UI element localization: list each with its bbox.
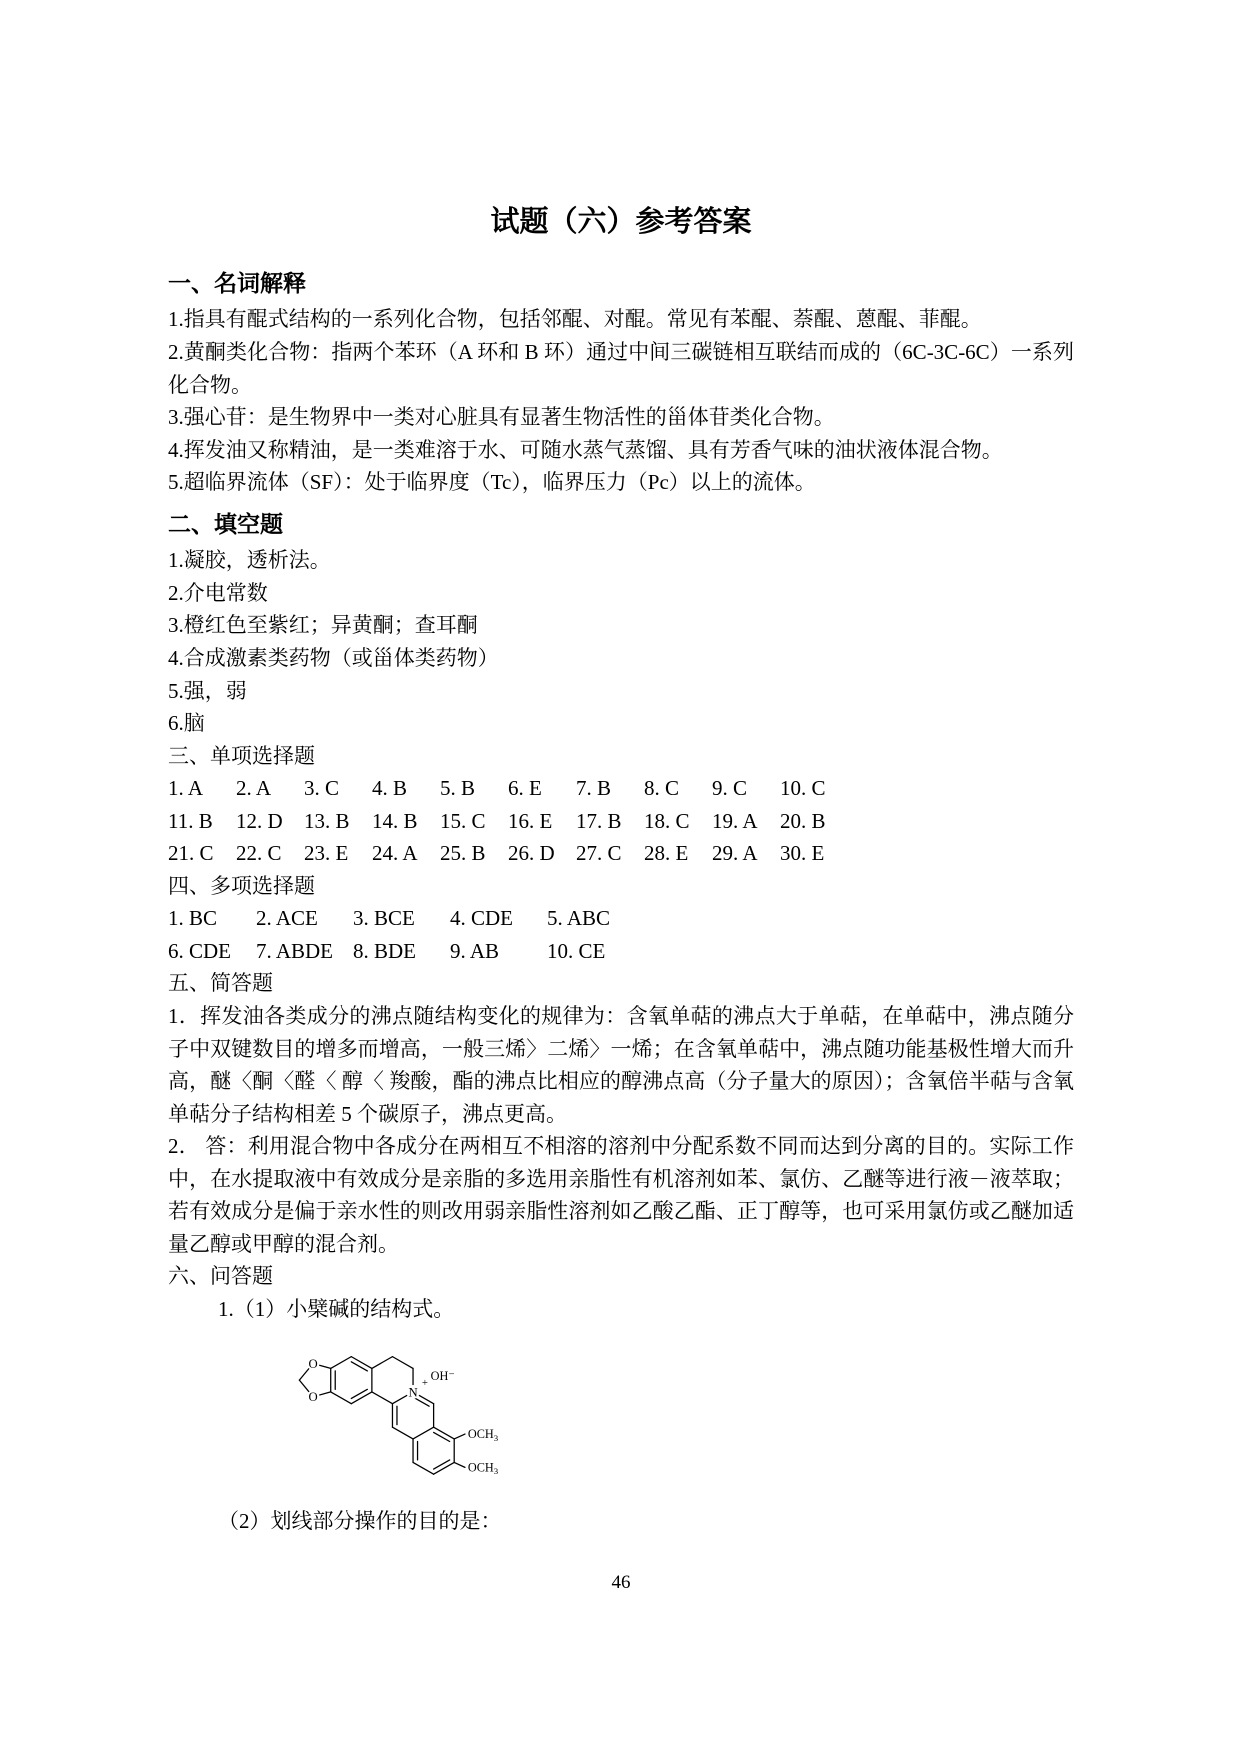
answer-cell: 27. C xyxy=(576,841,622,866)
answer-cell: 10. C xyxy=(780,776,826,801)
answer-cell: 6. CDE xyxy=(168,938,231,963)
answer-cell: 20. B xyxy=(780,808,826,833)
answer-cell: 14. B xyxy=(372,808,418,833)
answer-cell: 9. AB xyxy=(450,938,500,963)
short-answer-paragraph: 1．挥发油各类成分的沸点随结构变化的规律为：含氧单萜的沸点大于单萜，在单萜中，沸点随分子中双键数目的增多而增高，一般三烯〉二烯〉一烯；在含氧单萜中，沸点随功能基极性增大而升高，醚〈酮〈醛〈 醇〈 羧酸，酯的沸点比相应的醇沸点高（分子量大的原因）；含氧倍半萜与含氧单萜分子结构相差 5 个碳原子，沸点更高。 xyxy=(168,1004,1074,1126)
answer-cell: 18. C xyxy=(644,808,690,833)
definition-item: 4.挥发油又称精油，是一类难溶于水、可随水蒸气蒸馏、具有芳香气味的油状液体混合物。 xyxy=(168,437,1003,462)
answer-cell: 30. E xyxy=(780,841,825,866)
fill-blank-item: 5.强，弱 xyxy=(168,678,247,703)
oxygen-atom-label: O xyxy=(308,1390,318,1405)
fill-blank-item: 1.凝胶，透析法。 xyxy=(168,548,331,573)
answer-cell: 16. E xyxy=(508,808,553,833)
hydroxide-counterion-label: OH⁻ xyxy=(430,1369,455,1384)
single-choice-row xyxy=(168,805,1074,838)
answer-cell: 12. D xyxy=(236,808,283,833)
answer-cell: 7. ABDE xyxy=(256,938,334,963)
definition-item: 3.强心苷：是生物界中一类对心脏具有显著生物活性的甾体苷类化合物。 xyxy=(168,405,835,430)
answer-cell: 23. E xyxy=(304,841,349,866)
answer-cell: 3. C xyxy=(304,776,340,801)
section-heading-fill-blanks: 二、填空题 xyxy=(168,511,283,537)
answer-cell: 5. ABC xyxy=(547,906,611,931)
single-choice-row xyxy=(168,772,1074,805)
answer-cell: 13. B xyxy=(304,808,350,833)
qa-question-2: （2）划线部分操作的目的是： xyxy=(218,1509,502,1534)
qa-question-1: 1.（1）小檗碱的结构式。 xyxy=(218,1296,455,1321)
answer-cell: 5. B xyxy=(440,776,476,801)
answer-cell: 11. B xyxy=(168,808,213,833)
nitrogen-atom-label: N xyxy=(408,1385,418,1400)
methoxy-group-label: $OCH_3$ xyxy=(467,1427,499,1444)
fill-blank-item: 2.介电常数 xyxy=(168,580,268,605)
oxygen-atom-label: O xyxy=(308,1357,318,1372)
answer-cell: 15. C xyxy=(440,808,486,833)
answer-cell: 6. E xyxy=(508,776,542,801)
answer-cell: 29. A xyxy=(712,841,758,866)
answer-cell: 8. C xyxy=(644,776,680,801)
answer-cell: 28. E xyxy=(644,841,689,866)
section-heading-qa: 六、问答题 xyxy=(168,1264,273,1289)
page-title: 试题（六）参考答案 xyxy=(490,206,752,238)
fill-blank-item: 3.橙红色至紫红；异黄酮；查耳酮 xyxy=(168,613,478,638)
answer-cell: 4. CDE xyxy=(450,906,513,931)
methoxy-group-label: $OCH_3$ xyxy=(467,1460,499,1477)
section-heading-single-choice: 三、单项选择题 xyxy=(168,743,315,768)
answer-cell: 9. C xyxy=(712,776,748,801)
berberine-structure-diagram xyxy=(268,1331,1074,1503)
answer-cell: 19. A xyxy=(712,808,758,833)
fill-blank-item: 4.合成激素类药物（或甾体类药物） xyxy=(168,646,499,670)
fill-blank-item: 6.脑 xyxy=(168,711,205,736)
short-answer-paragraph: 2． 答：利用混合物中各成分在两相互不相溶的溶剂中分配系数不同而达到分离的目的。实际工作中，在水提取液中有效成分是亲脂的多选用亲脂性有机溶剂如苯、氯仿、乙醚等进行液－液萃取；若有效成分是偏于亲水性的则改用弱亲脂性溶剂如乙酸乙酯、正丁醇等，也可采用氯仿或乙醚加适量乙醇或甲醇的混合剂。 xyxy=(168,1134,1074,1256)
single-choice-row xyxy=(168,837,1074,870)
definition-item: 2.黄酮类化合物：指两个苯环（A 环和 B 环）通过中间三碳链相互联结而成的（6C-3C-6C）一系列化合物。 xyxy=(168,339,1074,397)
answer-cell: 7. B xyxy=(576,776,612,801)
answer-cell: 26. D xyxy=(508,841,555,866)
answer-cell: 2. A xyxy=(236,776,272,801)
answer-cell: 24. A xyxy=(372,841,418,866)
multi-choice-row xyxy=(168,935,1074,968)
section-heading-short-answer: 五、简答题 xyxy=(168,971,273,996)
answer-cell: 25. B xyxy=(440,841,486,866)
answer-cell: 8. BDE xyxy=(353,938,416,963)
section-heading-multi-choice: 四、多项选择题 xyxy=(168,873,315,898)
answer-cell: 1. A xyxy=(168,776,204,801)
answer-cell: 3. BCE xyxy=(353,906,415,931)
answer-cell: 1. BC xyxy=(168,906,218,931)
berberine-structure-svg xyxy=(268,1331,513,1493)
answer-cell: 10. CE xyxy=(547,938,606,963)
answer-cell: 2. ACE xyxy=(256,906,318,931)
multi-choice-row xyxy=(168,902,1074,935)
section-heading-definitions: 一、名词解释 xyxy=(168,270,306,296)
answer-cell: 21. C xyxy=(168,841,214,866)
definition-item: 1.指具有醌式结构的一系列化合物，包括邻醌、对醌。常见有苯醌、萘醌、蒽醌、菲醌。 xyxy=(168,307,982,332)
answer-cell: 17. B xyxy=(576,808,622,833)
answer-cell: 22. C xyxy=(236,841,282,866)
positive-charge-label: + xyxy=(421,1377,428,1390)
definition-item: 5.超临界流体（SF）：处于临界度（Tc），临界压力（Pc）以上的流体。 xyxy=(168,470,816,495)
page-number: 46 xyxy=(611,1571,631,1593)
answer-cell: 4. B xyxy=(372,776,408,801)
